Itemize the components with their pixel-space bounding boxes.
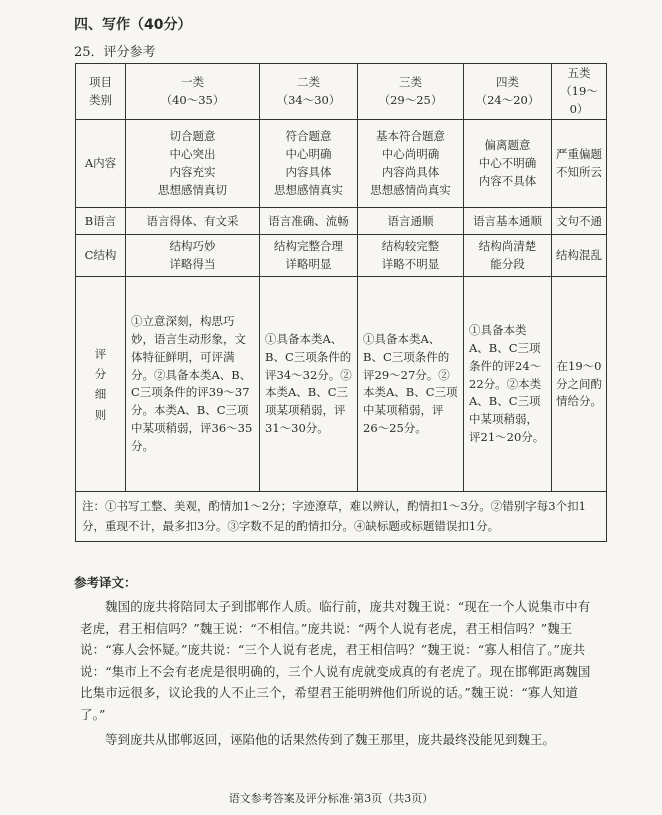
content-grade-5: 严重偏题 不知所云 [552, 120, 607, 208]
scoring-grade-2: ①具备本类A、B、C三项条件的评34～32分。②本类A、B、C三项某项稍弱，评31～30分。 [260, 277, 358, 492]
scoring-table [75, 63, 607, 542]
section-title: 四、写作（40分） [74, 17, 192, 33]
structure-grade-5: 结构混乱 [552, 235, 607, 277]
content-grade-4: 偏离题意 中心不明确 内容不具体 [464, 120, 552, 208]
corner-top: 项目 [89, 74, 112, 89]
row-structure [76, 235, 607, 277]
structure-grade-1: 结构巧妙 详略得当 [126, 235, 260, 277]
grade-header-1: 一类 （40～35） [126, 64, 260, 120]
language-grade-2: 语言准确、流畅 [260, 208, 358, 235]
corner-bottom: 类别 [89, 92, 112, 107]
row-content [76, 120, 607, 208]
content-grade-2: 符合题意 中心明确 内容具体 思想感情真实 [260, 120, 358, 208]
scoring-grade-4: ①具备本类A、B、C三项条件的评24～22分。②本类A、B、C三项中某项稍弱，评21～20分。 [464, 277, 552, 492]
grade-header-4: 四类 （24～20） [464, 64, 552, 120]
structure-grade-3: 结构较完整 详略不明显 [358, 235, 464, 277]
row-note [76, 492, 607, 542]
language-grade-4: 语言基本通顺 [464, 208, 552, 235]
grade-header-5: 五类 （19～0） [552, 64, 607, 120]
scoring-grade-5: 在19～0分之间酌情给分。 [552, 277, 607, 492]
scoring-grade-1: ①立意深刻，构思巧妙，语言生动形象，文体特征鲜明，可评满分。②具备本类A、B、C三项条件的评39～37分。本类A、B、C三项中某项稍弱，评36～35分。 [126, 277, 260, 492]
question-title: 25．评分参考 [74, 45, 156, 60]
note-text: 注：①书写工整、美观，酌情加1～2分；字迹潦草，难以辨认，酌情扣1～3分。②错别字每3个扣1分，重现不计，最多扣3分。③字数不足的酌情扣分。④缺标题或标题错误扣1分。 [76, 492, 607, 542]
content-grade-1: 切合题意 中心突出 内容充实 思想感情真切 [126, 120, 260, 208]
grade-header-2: 二类 （34～30） [260, 64, 358, 120]
grade-header-3: 三类 （29～25） [358, 64, 464, 120]
reference-title: 参考译文： [74, 575, 137, 590]
language-grade-5: 文句不通 [552, 208, 607, 235]
reference-paragraph-2: 等到庞共从邯郸返回，诬陷他的话果然传到了魏王那里，庞共最终没能见到魏王。 [105, 732, 556, 747]
row-label: C结构 [76, 235, 126, 277]
corner-cell [76, 64, 126, 120]
row-label: A内容 [76, 120, 126, 208]
language-grade-1: 语言得体、有文采 [126, 208, 260, 235]
page-footer: 语文参考答案及评分标准·第3页（共3页） [228, 792, 434, 805]
content-grade-3: 基本符合题意 中心尚明确 内容尚具体 思想感情尚真实 [358, 120, 464, 208]
structure-grade-4: 结构尚清楚 能分段 [464, 235, 552, 277]
structure-grade-2: 结构完整合理 详略明显 [260, 235, 358, 277]
reference-paragraph-1: 魏国的庞共将陪同太子到邯郸作人质。临行前，庞共对魏王说：“现在一个人说集市中有老虎，君王相信吗？”魏王说：“不相信。”庞共说：“两个人说有老虎，君王相信吗？”魏王说：“寡人会怀疑。”庞共说：“三个人说有老虎，君王相信吗？”魏王说：“寡人相信了。”庞共说：“集市上不会有老虎是很明确的，三个人说有虎就变成真的有老虎了。现在邯郸距离魏国比集市远很多，议论我的人不止三个，希望君王能明辨他们所说的话。”魏王说：“寡人知道了。” [80, 599, 591, 722]
scoring-label: 评 分 细 则 [76, 277, 126, 492]
scoring-grade-3: ①具备本类A、B、C三项条件的评29～27分。②本类A、B、C三项中某项稍弱，评26～25分。 [358, 277, 464, 492]
row-language [76, 208, 607, 235]
row-label: B语言 [76, 208, 126, 235]
header-row [76, 64, 607, 120]
language-grade-3: 语言通顺 [358, 208, 464, 235]
row-scoring-rules [76, 277, 607, 492]
